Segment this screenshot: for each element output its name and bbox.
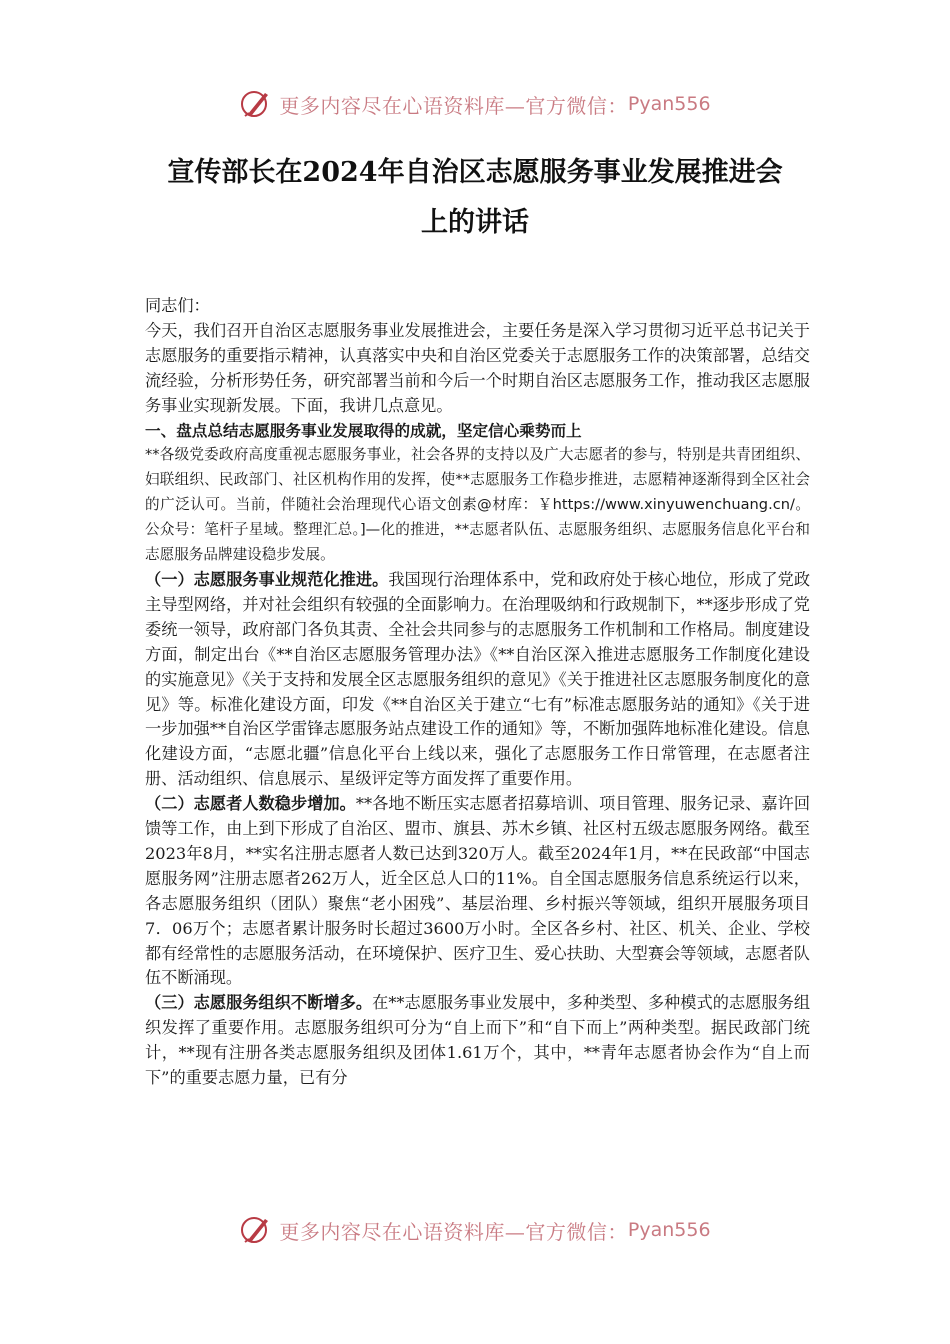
- watermark-banner-bottom: [0, 1210, 950, 1250]
- title-line-1: 宣传部长在2024年自治区志愿服务事业发展推进会: [167, 157, 783, 188]
- watermark-wechat-id: Pyan556: [627, 1219, 711, 1241]
- subsection-2-text: **各地不断压实志愿者招募培训、项目管理、服务记录、嘉许回馈等工作，由上到下形成了自治区、盟市、旗县、苏木乡镇、社区村五级志愿服务网络。截至2023年8月，**实名注册志愿者人数已达到320万人。截至2024年1月，**在民政部“中国志愿服务网”注册志愿者262万人，近全区总人口的11%。自全国志愿服务信息系统运行以来，各志愿服务组织（团队）聚焦“老小困残”、基层治理、乡村振兴等领域，组织开展服务项目7．06万个；志愿者累计服务时长超过3600万小时。全区各乡村、社区、机关、企业、学校都有经常性的志愿服务活动，在环境保护、医疗卫生、爱心扶助、大型赛会等领域，志愿者队伍不断涌现。: [145, 794, 811, 988]
- document-title: [120, 148, 830, 248]
- subsection-1-lead: （一）志愿服务事业规范化推进。: [145, 569, 389, 589]
- subsection-3: [145, 991, 810, 1091]
- subsection-3-lead: （三）志愿服务组织不断增多。: [145, 993, 373, 1013]
- subsection-1: [145, 568, 810, 792]
- overview-paragraph: **各级党委政府高度重视志愿服务事业，社会各界的支持以及广大志愿者的参与，特别是共青团组织、妇联组织、民政部门、社区机构作用的发挥，使**志愿服务工作稳步推进，志愿精神逐渐得到全区社会的广泛认可。当前，伴随社会治理现代心语文创素@材库：￥https://www.xinyuwenchuang.cn/。公众号：笔杆子星域。整理汇总。]—化的推进，**志愿者队伍、志愿服务组织、志愿服务信息化平台和志愿服务品牌建设稳步发展。: [145, 446, 810, 564]
- watermark-wechat-id: Pyan556: [627, 93, 711, 115]
- subsection-2: [145, 792, 810, 991]
- quill-pen-icon: [239, 87, 273, 121]
- section-heading-1: 一、盘点总结志愿服务事业发展取得的成就，坚定信心乘势而上: [145, 421, 582, 440]
- quill-pen-icon: [239, 1213, 273, 1247]
- greeting: 同志们：: [145, 296, 210, 315]
- document-body: [145, 294, 810, 1091]
- watermark-text: 更多内容尽在心语资料库—官方微信：: [279, 1219, 628, 1244]
- subsection-1-text: 我国现行治理体系中，党和政府处于核心地位，形成了党政主导型网络，并对社会组织有较强的全面影响力。在治理吸纳和行政规制下，**逐步形成了党委统一领导，政府部门各负其责、全社会共同参与的志愿服务工作机制和工作格局。制度建设方面，制定出台《**自治区志愿服务管理办法》《**自治区深入推进志愿服务工作制度化建设的实施意见》《关于支持和发展全区志愿服务组织的意见》《关于推进社区志愿服务制度化的意见》等。标准化建设方面，印发《**自治区关于建立“七有”标准志愿服务站的通知》《关于进一步加强**自治区学雷锋志愿服务站点建设工作的通知》等，不断加强阵地标准化建设。信息化建设方面，“志愿北疆”信息化平台上线以来，强化了志愿服务工作日常管理，在志愿者注册、活动组织、信息展示、星级评定等方面发挥了重要作用。: [145, 569, 811, 789]
- subsection-2-lead: （二）志愿者人数稳步增加。: [145, 794, 356, 814]
- title-line-2: 上的讲话: [421, 207, 529, 238]
- watermark-banner-top: [0, 84, 950, 124]
- watermark-text: 更多内容尽在心语资料库—官方微信：: [279, 93, 628, 118]
- subsection-3-text: 在**志愿服务事业发展中，多种类型、多种模式的志愿服务组织发挥了重要作用。志愿服务组织可分为“自上而下”和“自下而上”两种类型。据民政部门统计，**现有注册各类志愿服务组织及团体1.61万个，其中，**青年志愿者协会作为“自上而下”的重要志愿力量，已有分: [145, 993, 811, 1088]
- intro-paragraph: 今天，我们召开自治区志愿服务事业发展推进会，主要任务是深入学习贯彻习近平总书记关于志愿服务的重要指示精神，认真落实中央和自治区党委关于志愿服务工作的决策部署，总结交流经验，分析形势任务，研究部署当前和今后一个时期自治区志愿服务工作，推动我区志愿服务事业实现新发展。下面，我讲几点意见。: [145, 320, 810, 415]
